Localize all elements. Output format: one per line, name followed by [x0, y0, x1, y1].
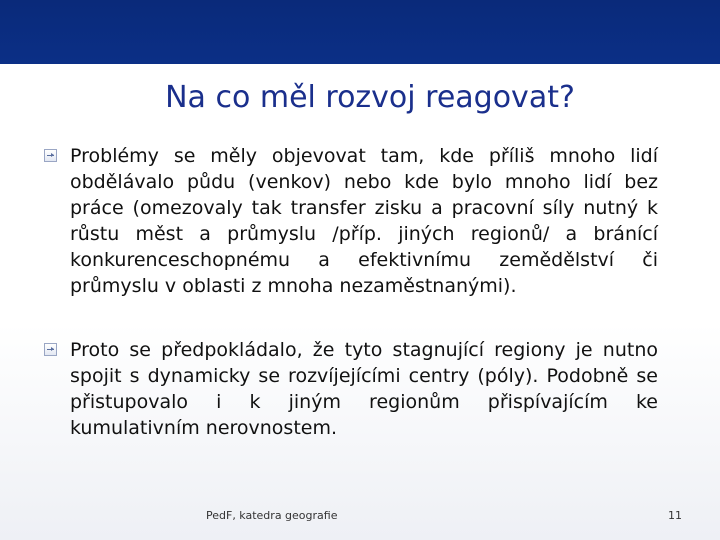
footer-text: PedF, katedra geografie	[206, 509, 338, 522]
arrow-box-icon	[44, 149, 57, 162]
bullet-item-2	[44, 337, 658, 441]
page-number: 11	[668, 509, 682, 522]
arrow-box-icon	[44, 343, 57, 356]
header-band	[0, 0, 720, 64]
bullet-text: Proto se předpokládalo, že tyto stagnující regiony je nutno spojit s dynamicky se rozvíjejícími centry (póly). Podobně se přistupovalo i k jiným regionům přispívajícím ke kumulativním nerovnostem.	[70, 339, 658, 439]
bullet-item-1	[44, 143, 658, 299]
slide-title: Na co měl rozvoj reagovat?	[165, 80, 575, 115]
bullet-list	[44, 143, 658, 441]
bullet-text: Problémy se měly objevovat tam, kde příliš mnoho lidí obdělávalo půdu (venkov) nebo kde bylo mnoho lidí bez práce (omezovaly tak transfer zisku a pracovní síly nutný k růstu měst a průmyslu /příp. jiných regionů/ a bránící konkurenceschopnému a efektivnímu zemědělství či průmyslu v oblasti z mnoha nezaměstnanými).	[70, 145, 658, 297]
